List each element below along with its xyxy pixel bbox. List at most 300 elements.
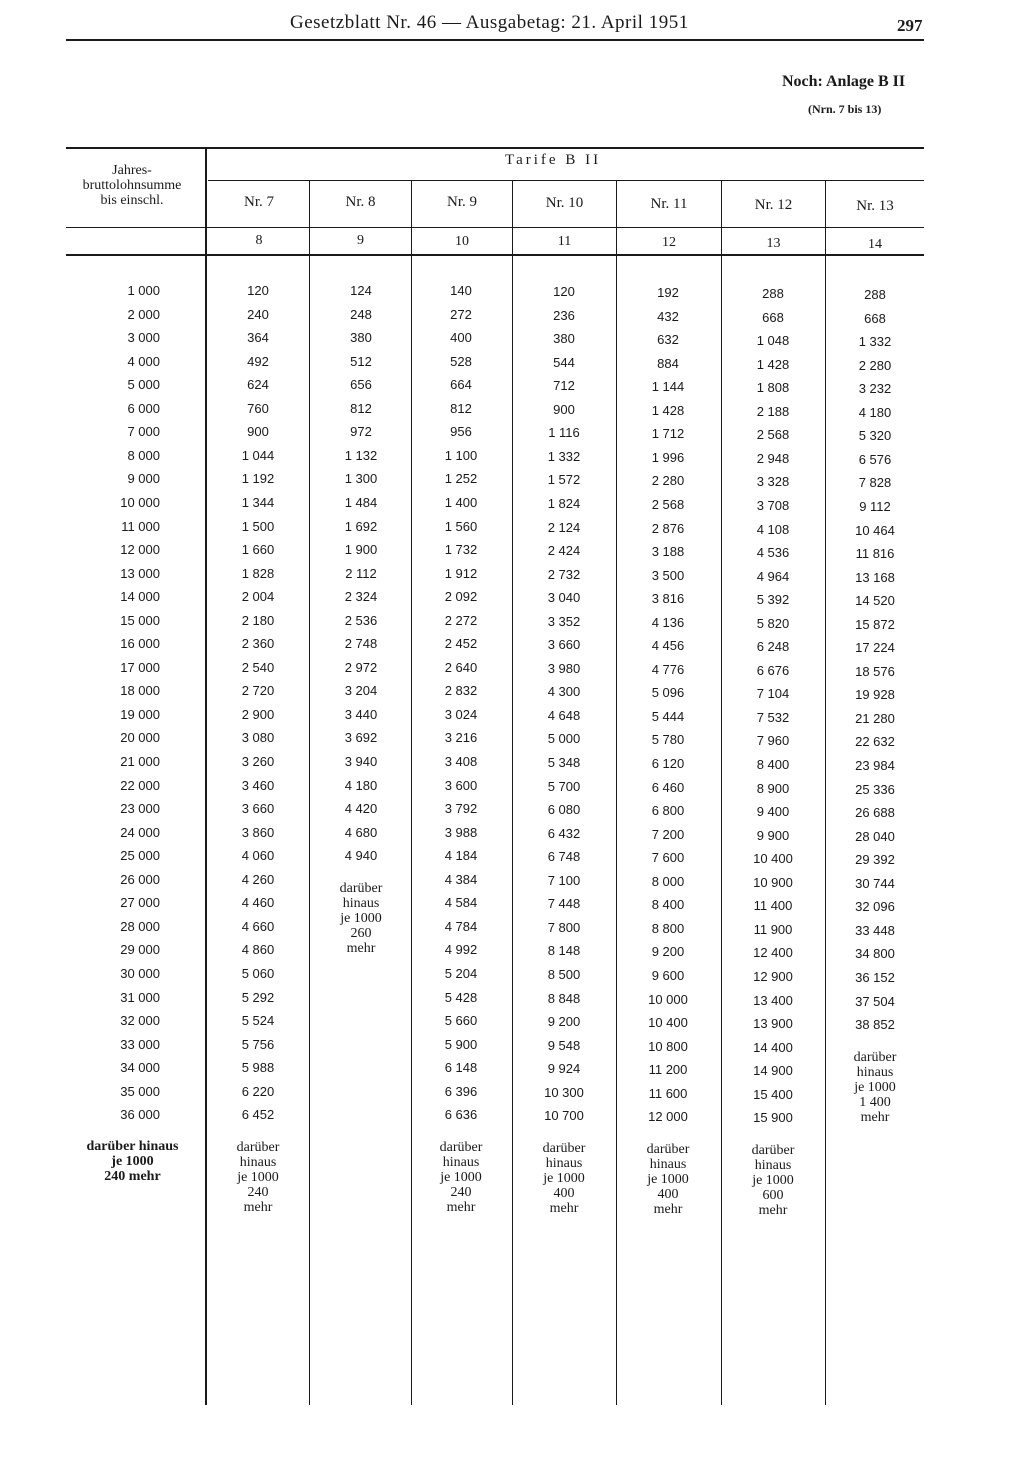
table-cell: 120 <box>553 284 575 299</box>
income-cell: 29 000 <box>120 942 160 957</box>
table-cell: 23 984 <box>855 758 895 773</box>
column-header-nr9: Nr. 9 <box>447 194 477 210</box>
column-number-rule <box>66 254 924 256</box>
table-cell: 11 816 <box>855 546 895 561</box>
table-cell: 7 828 <box>858 475 892 490</box>
table-cell: 11 600 <box>648 1086 688 1101</box>
table-cell: 9 924 <box>547 1061 581 1076</box>
table-cell: 5 320 <box>858 428 892 443</box>
table-cell: 5 000 <box>547 731 581 746</box>
table-cell: 7 960 <box>756 733 790 748</box>
table-cell: 6 748 <box>547 849 581 864</box>
table-cell: 8 900 <box>756 781 790 796</box>
table-cell: 32 096 <box>855 899 895 914</box>
table-cell: 4 992 <box>444 942 478 957</box>
column-note: darüber hinaus je 1000 240 mehr <box>439 1140 483 1215</box>
table-cell: 5 096 <box>651 685 685 700</box>
income-cell: 21 000 <box>120 754 160 769</box>
table-cell: 4 860 <box>241 942 275 957</box>
table-cell: 120 <box>247 283 269 298</box>
table-cell: 632 <box>657 332 679 347</box>
table-cell: 9 900 <box>756 828 790 843</box>
table-cell: 6 396 <box>444 1084 478 1099</box>
table-cell: 3 692 <box>344 730 378 745</box>
table-cell: 812 <box>350 401 372 416</box>
table-cell: 3 352 <box>547 614 581 629</box>
income-cell: 27 000 <box>120 895 160 910</box>
table-cell: 9 112 <box>859 499 891 514</box>
table-cell: 4 060 <box>241 848 275 863</box>
table-cell: 4 536 <box>756 545 790 560</box>
table-cell: 1 428 <box>756 357 790 372</box>
table-cell: 3 216 <box>444 730 478 745</box>
table-cell: 11 400 <box>753 898 793 913</box>
table-cell: 288 <box>864 287 886 302</box>
table-cell: 3 232 <box>858 381 892 396</box>
table-cell: 972 <box>350 424 372 439</box>
column-number-13: 13 <box>766 236 781 251</box>
table-cell: 3 024 <box>444 707 478 722</box>
table-cell: 1 712 <box>651 426 685 441</box>
table-cell: 10 700 <box>544 1108 584 1123</box>
table-cell: 240 <box>247 307 269 322</box>
table-cell: 14 520 <box>855 593 895 608</box>
table-cell: 5 524 <box>241 1013 275 1028</box>
table-cell: 12 000 <box>648 1109 688 1124</box>
table-cell: 4 260 <box>241 872 275 887</box>
col-divider-5 <box>721 180 722 1405</box>
header-rule <box>66 39 924 41</box>
table-cell: 492 <box>247 354 269 369</box>
table-cell: 5 444 <box>651 709 685 724</box>
table-cell: 8 400 <box>651 897 685 912</box>
table-cell: 3 408 <box>444 754 478 769</box>
table-cell: 432 <box>657 309 679 324</box>
table-cell: 884 <box>657 356 679 371</box>
table-cell: 544 <box>553 355 575 370</box>
table-cell: 1 732 <box>444 542 478 557</box>
table-cell: 9 200 <box>547 1014 581 1029</box>
table-cell: 3 980 <box>547 661 581 676</box>
column-header-nr7: Nr. 7 <box>244 194 274 210</box>
table-cell: 10 900 <box>753 875 793 890</box>
table-cell: 1 344 <box>241 495 275 510</box>
table-cell: 1 332 <box>547 449 581 464</box>
table-cell: 2 732 <box>547 567 581 582</box>
table-cell: 6 800 <box>651 803 685 818</box>
table-cell: 10 400 <box>648 1015 688 1030</box>
table-cell: 5 988 <box>241 1060 275 1075</box>
table-cell: 5 660 <box>444 1013 478 1028</box>
table-cell: 2 832 <box>444 683 478 698</box>
table-cell: 3 460 <box>241 778 275 793</box>
col-divider-6 <box>825 180 826 1405</box>
table-cell: 5 428 <box>444 990 478 1005</box>
table-cell: 1 300 <box>344 471 378 486</box>
table-cell: 4 460 <box>241 895 275 910</box>
income-cell: 13 000 <box>120 566 160 581</box>
income-cell: 30 000 <box>120 966 160 981</box>
table-cell: 1 252 <box>444 471 478 486</box>
table-cell: 8 500 <box>547 967 581 982</box>
table-cell: 7 104 <box>756 686 790 701</box>
income-cell: 7 000 <box>127 424 160 439</box>
income-cell: 8 000 <box>127 448 160 463</box>
table-cell: 5 820 <box>756 616 790 631</box>
table-cell: 1 900 <box>344 542 378 557</box>
table-cell: 3 440 <box>344 707 378 722</box>
table-cell: 14 400 <box>753 1040 793 1055</box>
table-cell: 1 808 <box>756 380 790 395</box>
table-cell: 1 116 <box>548 425 580 440</box>
income-cell: 2 000 <box>127 307 160 322</box>
income-cell: 1 000 <box>127 283 160 298</box>
table-cell: 11 200 <box>648 1062 688 1077</box>
table-cell: 4 108 <box>756 522 790 537</box>
column-note: darüber hinaus je 1000 400 mehr <box>542 1141 586 1216</box>
table-cell: 13 168 <box>855 570 895 585</box>
table-cell: 7 800 <box>547 920 581 935</box>
column-header-nr8: Nr. 8 <box>345 194 376 210</box>
table-cell: 5 900 <box>444 1037 478 1052</box>
annex-title: Noch: Anlage B II <box>782 73 906 90</box>
income-cell: 22 000 <box>120 778 160 793</box>
table-cell: 37 504 <box>855 994 895 1009</box>
income-cell: 10 000 <box>120 495 160 510</box>
column-number-10: 10 <box>455 234 469 249</box>
table-cell: 668 <box>864 311 886 326</box>
table-cell: 4 456 <box>651 638 685 653</box>
table-cell: 33 448 <box>855 923 895 938</box>
income-cell: 6 000 <box>127 401 160 416</box>
table-cell: 29 392 <box>855 852 895 867</box>
table-cell: 9 400 <box>756 804 790 819</box>
table-cell: 2 280 <box>858 358 892 373</box>
table-cell: 1 912 <box>444 566 478 581</box>
income-cell: 34 000 <box>120 1060 160 1075</box>
column-header-nr10: Nr. 10 <box>545 195 584 211</box>
table-cell: 3 940 <box>344 754 378 769</box>
income-cell: 24 000 <box>120 825 160 840</box>
table-cell: 6 148 <box>444 1060 478 1075</box>
table-cell: 15 872 <box>855 617 895 632</box>
table-cell: 1 660 <box>241 542 275 557</box>
income-cell: 35 000 <box>120 1084 160 1099</box>
income-cell: 26 000 <box>120 872 160 887</box>
table-cell: 1 100 <box>444 448 478 463</box>
table-cell: 10 464 <box>855 523 895 538</box>
table-cell: 11 900 <box>753 922 793 937</box>
column-number-14: 14 <box>868 237 882 252</box>
table-cell: 2 568 <box>756 427 790 442</box>
income-cell: 36 000 <box>120 1107 160 1122</box>
table-cell: 712 <box>553 378 575 393</box>
income-cell: 20 000 <box>120 730 160 745</box>
table-cell: 1 996 <box>651 450 685 465</box>
table-cell: 5 392 <box>756 592 790 607</box>
table-cell: 30 744 <box>855 876 895 891</box>
table-cell: 2 720 <box>241 683 275 698</box>
table-cell: 4 136 <box>651 615 685 630</box>
table-cell: 140 <box>450 283 472 298</box>
table-cell: 3 040 <box>547 590 581 605</box>
table-cell: 3 816 <box>651 591 685 606</box>
col-divider-3 <box>512 180 513 1405</box>
table-cell: 4 180 <box>344 778 378 793</box>
table-cell: 13 400 <box>753 993 793 1008</box>
column-number-12: 12 <box>662 235 676 250</box>
table-cell: 2 452 <box>444 636 478 651</box>
table-cell: 2 748 <box>344 636 378 651</box>
table-cell: 2 972 <box>344 660 378 675</box>
table-cell: 656 <box>350 377 372 392</box>
table-cell: 192 <box>657 285 679 300</box>
table-cell: 2 360 <box>241 636 275 651</box>
table-cell: 1 560 <box>444 519 478 534</box>
column-header-nr11: Nr. 11 <box>650 196 688 212</box>
table-cell: 6 452 <box>241 1107 275 1122</box>
income-cell: 9 000 <box>127 471 160 486</box>
table-cell: 3 860 <box>241 825 275 840</box>
column-header-nr13: Nr. 13 <box>856 198 894 214</box>
table-cell: 4 300 <box>547 684 581 699</box>
table-cell: 3 660 <box>547 637 581 652</box>
income-note: darüber hinaus je 1000 240 mehr <box>86 1139 179 1184</box>
table-cell: 3 188 <box>651 544 685 559</box>
column-note: darüber hinaus je 1000 1 400 mehr <box>853 1050 897 1125</box>
table-cell: 8 848 <box>547 991 581 1006</box>
table-cell: 2 876 <box>651 521 685 536</box>
table-cell: 3 328 <box>756 474 790 489</box>
table-cell: 1 500 <box>241 519 275 534</box>
table-cell: 3 708 <box>756 498 790 513</box>
table-cell: 10 800 <box>648 1039 688 1054</box>
table-cell: 18 576 <box>855 664 895 679</box>
table-cell: 8 148 <box>547 943 581 958</box>
table-cell: 9 548 <box>547 1038 581 1053</box>
income-cell: 5 000 <box>127 377 160 392</box>
table-cell: 900 <box>247 424 269 439</box>
table-cell: 1 572 <box>547 472 581 487</box>
table-cell: 1 400 <box>444 495 478 510</box>
table-cell: 2 568 <box>651 497 685 512</box>
table-cell: 15 900 <box>753 1110 793 1125</box>
table-cell: 400 <box>450 330 472 345</box>
table-cell: 3 660 <box>241 801 275 816</box>
table-cell: 10 400 <box>753 851 793 866</box>
table-cell: 26 688 <box>855 805 895 820</box>
table-cell: 288 <box>762 286 784 301</box>
table-cell: 14 900 <box>753 1063 793 1078</box>
table-cell: 272 <box>450 307 472 322</box>
table-cell: 5 348 <box>547 755 581 770</box>
income-cell: 16 000 <box>120 636 160 651</box>
income-cell: 18 000 <box>120 683 160 698</box>
table-cell: 380 <box>553 331 575 346</box>
table-cell: 12 900 <box>753 969 793 984</box>
col-divider-4 <box>616 180 617 1405</box>
table-cell: 364 <box>247 330 269 345</box>
table-cell: 7 448 <box>547 896 581 911</box>
table-cell: 4 680 <box>344 825 378 840</box>
table-cell: 5 204 <box>444 966 478 981</box>
group-header-rule <box>208 180 924 181</box>
table-cell: 36 152 <box>855 970 895 985</box>
table-cell: 22 632 <box>855 734 895 749</box>
table-cell: 248 <box>350 307 372 322</box>
table-cell: 1 692 <box>344 519 378 534</box>
income-cell: 17 000 <box>120 660 160 675</box>
table-cell: 34 800 <box>855 946 895 961</box>
column-number-9: 9 <box>357 233 364 248</box>
table-cell: 12 400 <box>753 945 793 960</box>
column-header-nr12: Nr. 12 <box>754 197 793 213</box>
income-cell: 12 000 <box>120 542 160 557</box>
table-cell: 900 <box>553 402 575 417</box>
table-cell: 2 640 <box>444 660 478 675</box>
table-cell: 2 280 <box>651 473 685 488</box>
table-cell: 19 928 <box>855 687 895 702</box>
table-cell: 1 144 <box>651 379 685 394</box>
table-cell: 4 384 <box>444 872 478 887</box>
table-cell: 5 292 <box>241 990 275 1005</box>
table-cell: 664 <box>450 377 472 392</box>
table-cell: 3 204 <box>344 683 378 698</box>
table-cell: 7 532 <box>756 710 790 725</box>
table-cell: 624 <box>247 377 269 392</box>
income-cell: 14 000 <box>120 589 160 604</box>
table-cell: 3 792 <box>444 801 478 816</box>
table-cell: 2 124 <box>547 520 581 535</box>
income-cell: 3 000 <box>127 330 160 345</box>
table-cell: 4 964 <box>756 569 790 584</box>
table-top-rule <box>66 147 924 149</box>
table-cell: 1 484 <box>344 495 378 510</box>
table-cell: 8 000 <box>651 874 685 889</box>
table-cell: 6 432 <box>547 826 581 841</box>
column-note: darüber hinaus je 1000 600 mehr <box>751 1143 795 1218</box>
table-cell: 668 <box>762 310 784 325</box>
table-cell: 6 120 <box>651 756 685 771</box>
table-cell: 3 600 <box>444 778 478 793</box>
table-cell: 6 080 <box>547 802 581 817</box>
table-cell: 6 460 <box>651 780 685 795</box>
table-cell: 7 200 <box>651 827 685 842</box>
table-cell: 1 332 <box>858 334 892 349</box>
income-cell: 32 000 <box>120 1013 160 1028</box>
income-cell: 25 000 <box>120 848 160 863</box>
table-cell: 4 420 <box>344 801 378 816</box>
income-cell: 11 000 <box>121 519 160 534</box>
table-cell: 2 188 <box>756 404 790 419</box>
column-number-11: 11 <box>557 234 572 249</box>
table-cell: 5 060 <box>241 966 275 981</box>
table-cell: 5 756 <box>241 1037 275 1052</box>
table-cell: 124 <box>350 283 372 298</box>
table-cell: 6 576 <box>858 452 892 467</box>
table-cell: 21 280 <box>855 711 895 726</box>
table-cell: 1 048 <box>756 333 790 348</box>
table-cell: 13 900 <box>753 1016 793 1031</box>
col-divider-1 <box>309 180 310 1405</box>
column-note: darüber hinaus je 1000 400 mehr <box>646 1142 690 1217</box>
table-cell: 1 824 <box>547 496 581 511</box>
table-cell: 15 400 <box>753 1087 793 1102</box>
table-cell: 6 676 <box>756 663 790 678</box>
table-cell: 6 248 <box>756 639 790 654</box>
table-cell: 25 336 <box>855 782 895 797</box>
table-cell: 4 584 <box>444 895 478 910</box>
table-cell: 6 220 <box>241 1084 275 1099</box>
table-cell: 17 224 <box>855 640 895 655</box>
gazette-header-title: Gesetzblatt Nr. 46 — Ausgabetag: 21. April 1951 <box>290 12 689 33</box>
income-cell: 4 000 <box>127 354 160 369</box>
column-header-rule <box>66 227 924 228</box>
income-cell: 33 000 <box>120 1037 160 1052</box>
table-cell: 760 <box>247 401 269 416</box>
table-cell: 4 180 <box>858 405 892 420</box>
income-cell: 28 000 <box>120 919 160 934</box>
table-cell: 9 200 <box>651 944 685 959</box>
table-cell: 4 184 <box>444 848 478 863</box>
table-cell: 2 424 <box>547 543 581 558</box>
table-cell: 3 988 <box>444 825 478 840</box>
table-cell: 4 784 <box>444 919 478 934</box>
table-cell: 2 112 <box>345 566 377 581</box>
table-cell: 2 900 <box>241 707 275 722</box>
table-cell: 1 828 <box>241 566 275 581</box>
table-cell: 38 852 <box>855 1017 895 1032</box>
table-cell: 3 260 <box>241 754 275 769</box>
table-cell: 2 004 <box>241 589 275 604</box>
column-note: darüber hinaus je 1000 240 mehr <box>236 1140 280 1215</box>
stub-divider <box>205 147 207 1405</box>
table-cell: 4 648 <box>547 708 581 723</box>
table-cell: 3 080 <box>241 730 275 745</box>
table-cell: 1 044 <box>241 448 275 463</box>
table-cell: 4 776 <box>651 662 685 677</box>
column-number-8: 8 <box>255 233 263 248</box>
table-cell: 8 800 <box>651 921 685 936</box>
table-cell: 380 <box>350 330 372 345</box>
table-cell: 7 100 <box>547 873 581 888</box>
table-cell: 2 540 <box>241 660 275 675</box>
table-cell: 8 400 <box>756 757 790 772</box>
table-cell: 5 700 <box>547 779 581 794</box>
col-divider-2 <box>411 180 412 1405</box>
income-cell: 15 000 <box>120 613 160 628</box>
table-cell: 1 192 <box>241 471 275 486</box>
table-cell: 812 <box>450 401 472 416</box>
table-cell: 1 132 <box>344 448 378 463</box>
income-cell: 19 000 <box>120 707 160 722</box>
table-cell: 2 324 <box>344 589 378 604</box>
income-cell: 23 000 <box>120 801 160 816</box>
column-note: darüber hinaus je 1000 260 mehr <box>339 881 383 956</box>
table-cell: 2 272 <box>444 613 478 628</box>
table-cell: 2 180 <box>241 613 275 628</box>
table-cell: 956 <box>450 424 472 439</box>
income-cell: 31 000 <box>120 990 160 1005</box>
table-cell: 528 <box>450 354 472 369</box>
table-cell: 2 536 <box>344 613 378 628</box>
income-column-header: Jahres- bruttolohnsumme bis einschl. <box>82 163 182 208</box>
table-cell: 3 500 <box>651 568 685 583</box>
table-cell: 10 300 <box>544 1085 584 1100</box>
tariff-group-header: Tarife B II <box>505 152 602 168</box>
table-cell: 2 948 <box>756 451 790 466</box>
table-cell: 6 636 <box>444 1107 478 1122</box>
